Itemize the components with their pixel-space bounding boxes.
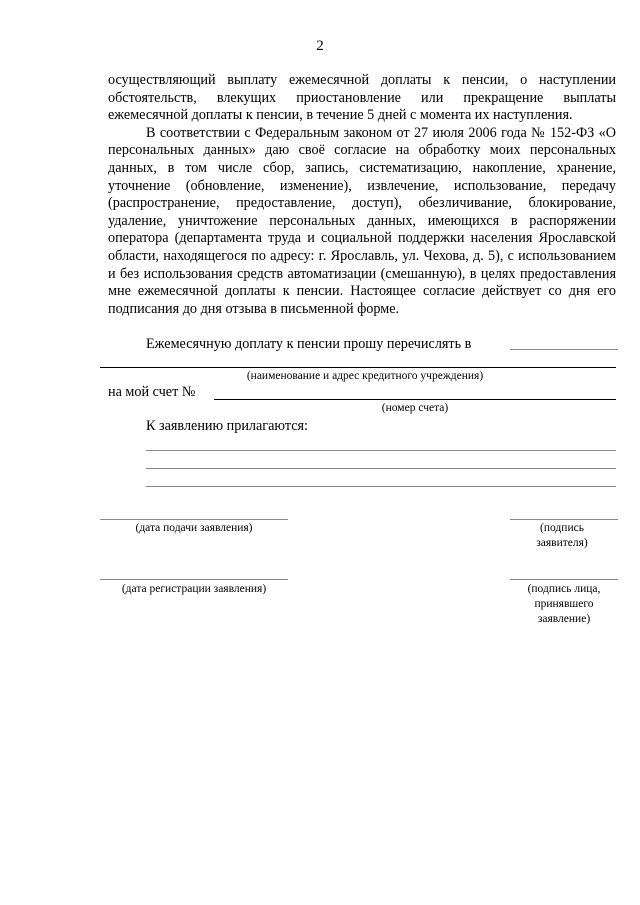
date-submission-field[interactable] <box>100 519 288 520</box>
attachment-line-1[interactable] <box>146 450 616 451</box>
attachments-label: К заявлению прилагаются: <box>146 418 308 434</box>
consent-paragraph: В соответствии с Федеральным законом от 27 июля 2006 года № 152-ФЗ «О персональных данных» даю своё согласие на обработку моих персональных данных, в том числе сбор, запись, систематизацию, накопление, хранение, уточнение (обновление, изменение), извлечение, использование, передачу (распространение, предоставление, доступ), обезличивание, блокирование, удаление, уничтожение персональных данных, имеющихся в распоряжении оператора (департамента труда и социальной поддержки населения Ярославской области, находящегося по адресу: г. Ярославль, ул. Чехова, д. 5), с использованием и без использования средств автоматизации (смешанную), в целях предоставления мне ежемесячной доплаты к пенсии. Настоящее согласие действует со дня его подписания до дня отзыва в письменной форме. <box>108 124 616 317</box>
account-number-field[interactable] <box>214 399 616 400</box>
date-submission-caption: (дата подачи заявления) <box>135 522 253 534</box>
continuation-paragraph: осуществляющий выплату ежемесячной доплаты к пенсии, о наступлении обстоятельств, влекущих приостановление или прекращение выплаты ежемесячной доплаты к пенсии, в течение 5 дней с момента их наступления. <box>108 72 616 124</box>
receiver-signature-field[interactable] <box>510 579 618 580</box>
attachment-line-3[interactable] <box>146 486 616 487</box>
applicant-signature-field[interactable] <box>510 519 618 520</box>
receiver-signature-caption: (подпись лица, принявшего заявление) <box>527 583 601 625</box>
account-caption: (номер счета) <box>381 402 449 414</box>
bank-name-field[interactable] <box>100 367 616 368</box>
attachment-line-2[interactable] <box>146 468 616 469</box>
applicant-signature-caption: (подпись заявителя) <box>536 522 588 549</box>
account-label: на мой счет № <box>108 384 196 400</box>
bank-inline-field[interactable] <box>510 349 618 350</box>
transfer-request-text: Ежемесячную доплату к пенсии прошу перечислять в <box>146 336 472 352</box>
date-registration-field[interactable] <box>100 579 288 580</box>
bank-caption: (наименование и адрес кредитного учреждения) <box>246 370 484 382</box>
date-registration-caption: (дата регистрации заявления) <box>121 583 267 595</box>
body-text <box>108 72 616 318</box>
page-number: 2 <box>316 38 324 54</box>
